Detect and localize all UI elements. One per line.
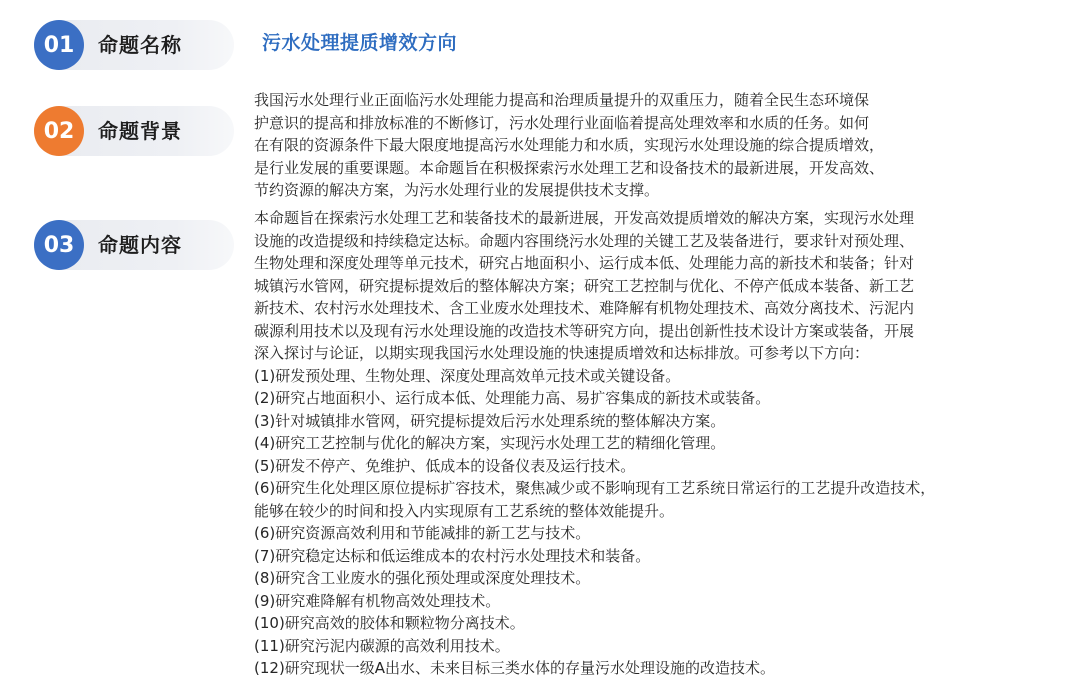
text-line: 我国污水处理行业正面临污水处理能力提高和治理质量提升的双重压力，随着全民生态环境保 [254,91,870,109]
text-line: (3)针对城镇排水管网，研究提标提效后污水处理系统的整体解决方案。 [254,411,726,430]
text-line: (4)研究工艺控制与优化的解决方案，实现污水处理工艺的精细化管理。 [254,434,726,452]
text-line: 碳源利用技术以及现有污水处理设施的改造技术等研究方向，提出创新性技术设计方案或装备，开展 [254,321,915,340]
text-line: 在有限的资源条件下最大限度地提高污水处理能力和水质，实现污水处理设施的综合提质增效， [254,136,885,154]
section-header-content [34,220,234,270]
section-number-badge: 03 [34,220,84,270]
text-line: (2)研究占地面积小、运行成本低、处理能力高、易扩容集成的新技术或装备。 [254,389,771,407]
section-label: 命题内容 [98,233,182,257]
text-line: 节约资源的解决方案，为污水处理行业的发展提供技术支撑。 [254,181,660,199]
section-number-badge: 02 [34,106,84,156]
text-line: 本命题旨在探索污水处理工艺和装备技术的最新进展，开发高效提质增效的解决方案，实现污水处理 [254,209,915,227]
section-header-background [34,106,234,156]
background-paragraph [254,89,884,202]
text-line: (11)研究污泥内碳源的高效利用技术。 [254,636,510,655]
text-line: (9)研究难降解有机物高效处理技术。 [254,591,501,610]
section-number-badge: 01 [34,20,84,70]
text-line: 设施的改造提级和持续稳定达标。命题内容围绕污水处理的关键工艺及装备进行，要求针对预处理、 [254,231,915,250]
text-line: 深入探讨与论证，以期实现我国污水处理设施的快速提质增效和达标排放。可参考以下方向： [254,344,870,362]
text-line: 护意识的提高和排放标准的不断修订，污水处理行业面临着提高处理效率和水质的任务。如何 [254,113,870,132]
section-header-name [34,20,234,70]
text-line: (6)研究资源高效利用和节能减排的新工艺与技术。 [254,524,591,542]
text-line: (8)研究含工业废水的强化预处理或深度处理技术。 [254,569,591,587]
text-line: (1)研发预处理、生物处理、深度处理高效单元技术或关键设备。 [254,366,681,385]
topic-title: 污水处理提质增效方向 [262,32,458,54]
section-label: 命题背景 [98,119,182,143]
text-line: (7)研究稳定达标和低运维成本的农村污水处理技术和装备。 [254,546,651,565]
text-line: (6)研究生化处理区原位提标扩容技术，聚焦减少或不影响现有工艺系统日常运行的工艺提升改造技术， [254,479,936,497]
text-line: (5)研发不停产、免维护、低成本的设备仪表及运行技术。 [254,456,636,475]
content-paragraph [254,207,935,680]
text-line: 城镇污水管网，研究提标提效后的整体解决方案；研究工艺控制与优化、不停产低成本装备、新工艺 [254,276,915,295]
section-label: 命题名称 [98,33,182,57]
text-line: (12)研究现状一级A出水、未来目标三类水体的存量污水处理设施的改造技术。 [254,659,776,677]
text-line: 新技术、农村污水处理技术、含工业废水处理技术、难降解有机物处理技术、高效分离技术、污泥内 [254,299,915,317]
text-line: 能够在较少的时间和投入内实现原有工艺系统的整体效能提升。 [254,501,675,520]
text-line: (10)研究高效的胶体和颗粒物分离技术。 [254,614,525,632]
text-line: 是行业发展的重要课题。本命题旨在积极探索污水处理工艺和设备技术的最新进展，开发高效、 [254,158,885,177]
text-line: 生物处理和深度处理等单元技术，研究占地面积小、运行成本低、处理能力高的新技术和装备；针对 [254,254,915,272]
